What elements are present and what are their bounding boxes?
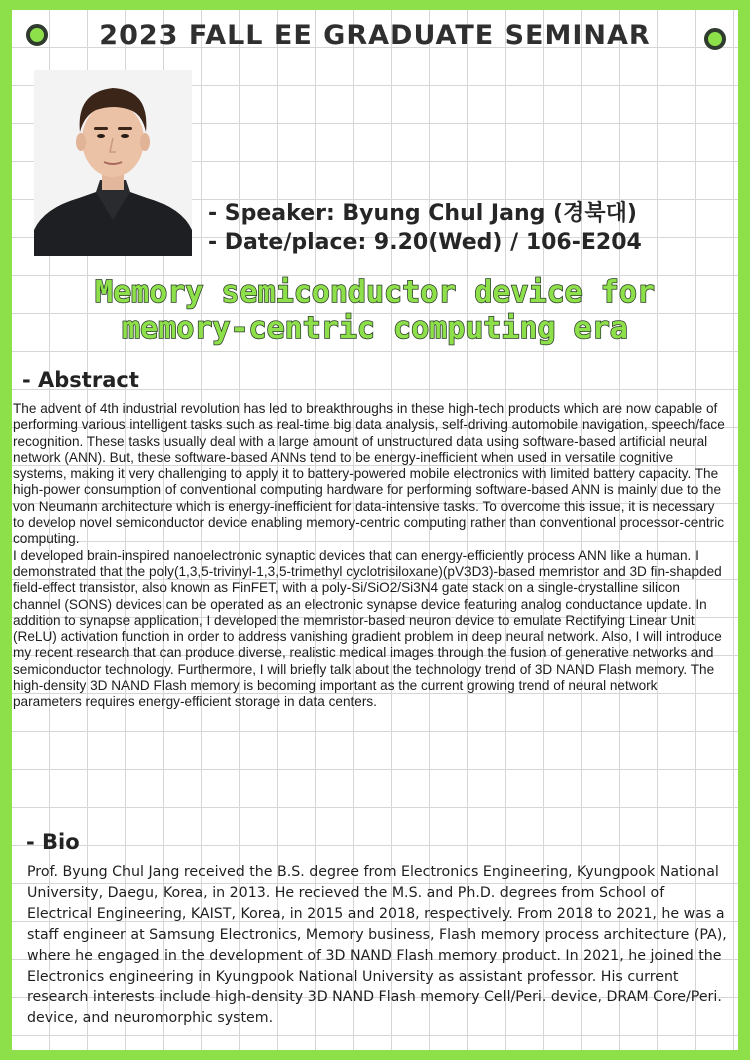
abstract-body [13, 401, 725, 711]
talk-title-line-1: Memory semiconductor device for [95, 275, 655, 310]
date-place-line: - Date/place: 9.20(Wed) / 106-E204 [208, 230, 642, 255]
abstract-paragraph-1: The advent of 4th industrial revolution has led to breakthroughs in these high-tech products which are now capable of performing various intelligent tasks such as real-time big data analysis, self-driving automobile navigation, speech/face recognition. These tasks usually deal with a large amount of unstructured data using software-based artificial neural network (ANN). But, these software-based ANNs tend to be energy-inefficient when used in versatile cognitive systems, making it very challenging to apply it to battery-powered mobile electronics with limited battery capacity. The high-power consumption of conventional computing hardware for performing software-based ANN is mainly due to the von Neumann architecture which is energy-inefficient for data-intensive tasks. To overcome this issue, it is necessary to develop novel semiconductor device enabling memory-centric computing rather than conventional processor-centric computing. [13, 401, 725, 547]
abstract-heading: - Abstract [22, 368, 139, 392]
bio-heading: - Bio [26, 830, 80, 854]
bio-text: Prof. Byung Chul Jang received the B.S. degree from Electronics Engineering, Kyungpook National University, Daegu, Korea, in 2013. He recieved the M.S. and Ph.D. degrees from School of Electrical Engineering, KAIST, Korea, in 2015 and 2018, respectively. From 2018 to 2021, he was a staff engineer at Samsung Electronics, Memory business, Flash memory process architecture (PA), where he engaged in the development of 3D NAND Flash memory product. In 2021, he joined the Electronics engineering in Kyungpook National University as assistant professor. His current research interests include high-density 3D NAND Flash memory Cell/Peri. device, DRAM Core/Peri. device, and neuromorphic system. [27, 864, 727, 1027]
speaker-photo [34, 70, 192, 256]
speaker-line: - Speaker: Byung Chul Jang (경북대) [208, 201, 637, 226]
speaker-portrait-image [34, 70, 192, 256]
talk-title [12, 275, 738, 347]
seminar-poster [12, 10, 738, 1050]
page-title: 2023 FALL EE GRADUATE SEMINAR [99, 20, 651, 51]
abstract-paragraph-2: I developed brain-inspired nanoelectronic synaptic devices that can energy-efficiently process ANN like a human. I demonstrated that the poly(1,3,5-trivinyl-1,3,5-trimethyl cyclotrisiloxane)(pV3D3)-based memristor and 3D fin-shapded field-effect transistor, also known as FinFET, with a poly-Si/SiO2/Si3N4 gate stack on a single-crystalline silicon channel (SONS) devices can be operated as an electronic synapse device featuring analog conductance update. In addition to synapse application, I developed the memristor-based neuron device to emulate Rectifying Linear Unit (ReLU) activation function in order to address vanishing gradient problem in deep neural network. Also, I will introduce my recent research that can produce diverse, realistic medical images through the fusion of generative networks and semiconductor technology. Furthermore, I will briefly talk about the technology trend of 3D NAND Flash memory. The high-density 3D NAND Flash memory is becoming important as the current growing trend of neural network parameters requires energy-efficient storage in data centers. [13, 547, 722, 710]
talk-title-line-2: memory-centric computing era [122, 311, 628, 346]
